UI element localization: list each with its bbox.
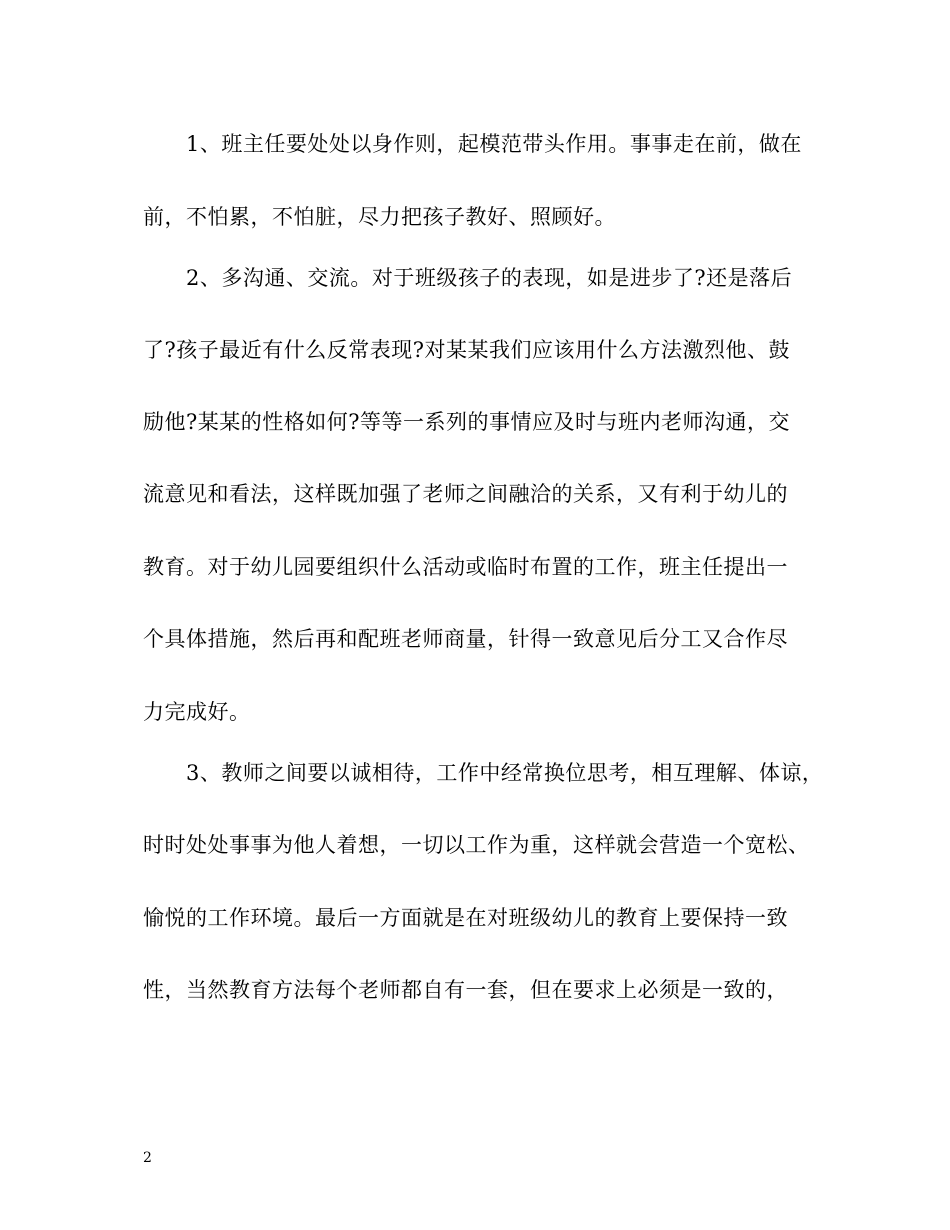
paragraph-line: 励他?某某的性格如何?等等一系列的事情应及时与班内老师沟通，交 <box>143 410 791 434</box>
paragraph-line: 3、教师之间要以诚相待，工作中经常换位思考，相互理解、体谅， <box>186 761 824 785</box>
page-number: 2 <box>143 1150 152 1166</box>
paragraph-line: 力完成好。 <box>143 700 251 724</box>
paragraph-line: 性，当然教育方法每个老师都自有一套，但在要求上必须是一致的， <box>143 978 788 1002</box>
paragraph-line: 2、多沟通、交流。对于班级孩子的表现，如是进步了?还是落后 <box>186 266 793 290</box>
paragraph-line: 了?孩子最近有什么反常表现?对某某我们应该用什么方法激烈他、鼓 <box>143 338 791 362</box>
paragraph-line: 1、班主任要处处以身作则，起模范带头作用。事事走在前，做在 <box>186 132 802 156</box>
paragraph-line: 时时处处事事为他人着想，一切以工作为重，这样就会营造一个宽松、 <box>143 833 810 857</box>
paragraph-line: 教育。对于幼儿园要组织什么活动或临时布置的工作，班主任提出一 <box>143 555 788 579</box>
paragraph-line: 流意见和看法，这样既加强了老师之间融洽的关系，又有利于幼儿的 <box>143 482 788 506</box>
paragraph-line: 个具体措施，然后再和配班老师商量，针得一致意见后分工又合作尽 <box>143 627 788 651</box>
paragraph-line: 愉悦的工作环境。最后一方面就是在对班级幼儿的教育上要保持一致 <box>143 906 788 930</box>
paragraph-line: 前，不怕累，不怕脏，尽力把孩子教好、照顾好。 <box>143 205 616 229</box>
